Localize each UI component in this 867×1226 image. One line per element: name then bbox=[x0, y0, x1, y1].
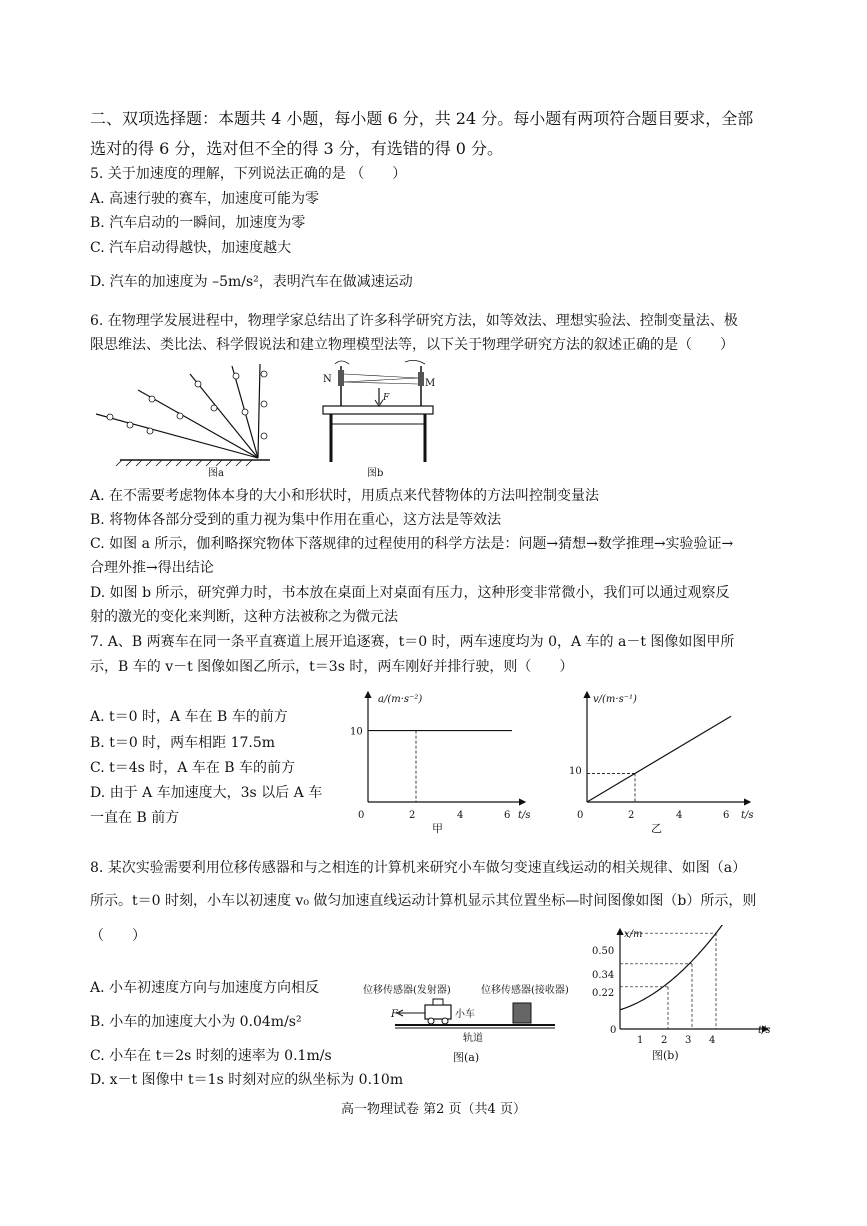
q6-option-d-line2: 射的激光的变化来判断，这种方法被称之为微元法 bbox=[90, 609, 398, 625]
q7-graph-a-xtick-4: 4 bbox=[457, 810, 464, 821]
q7-graph-b-caption: 乙 bbox=[651, 822, 662, 834]
q7-graph-a-ytick-10: 10 bbox=[350, 726, 363, 738]
q8-figure-b-ytick-034: 0.34 bbox=[592, 970, 615, 981]
q5-option-d: D. 汽车的加速度为 –5m/s²，表明汽车在做减速运动 bbox=[90, 274, 413, 290]
q7-graph-a-xtick-6: 6 bbox=[504, 810, 511, 821]
q8-figure-a-emitter-label: 位移传感器(发射器) bbox=[363, 985, 451, 996]
q8-figure-a-receiver bbox=[513, 1003, 531, 1023]
q5-option-a: A. 高速行驶的赛车，加速度可能为零 bbox=[90, 191, 320, 207]
q8-figure-b-xtick-0: 0 bbox=[610, 1025, 617, 1036]
q8-option-a: A. 小车初速度方向与加速度方向相反 bbox=[90, 980, 320, 996]
q8-figure-b-xtick-2: 2 bbox=[661, 1035, 668, 1046]
q8-figure-a-cart bbox=[425, 1005, 451, 1019]
q8-figure-a-cart-label: 小车 bbox=[455, 1009, 475, 1020]
q7-graph-a-caption: 甲 bbox=[432, 822, 443, 834]
q5-option-b: B. 汽车启动的一瞬间，加速度为零 bbox=[90, 215, 306, 231]
q8-figure-a-receiver-label: 位移传感器(接收器) bbox=[481, 985, 569, 996]
q7-graph-b-xtick-4: 4 bbox=[676, 810, 683, 821]
q6-figure-b-label-f: F bbox=[383, 393, 390, 403]
q7-graph-b-ytick-10: 10 bbox=[569, 766, 582, 777]
q8-figure-b-xtick-1: 1 bbox=[637, 1035, 644, 1046]
q8-figure-b-ylabel: x/m bbox=[624, 929, 643, 940]
q7-graph-b-xtick-6: 6 bbox=[723, 810, 730, 821]
q7-graph-b-series-line bbox=[587, 716, 731, 802]
q6-option-d-line1: D. 如图 b 所示，研究弹力时，书本放在桌面上对桌面有压力，这种形变非常微小，我们可以通过观察反 bbox=[90, 585, 730, 601]
q7-stem-line1: 7. A、B 两赛车在同一条平直赛道上展开追逐赛，t＝0 时，两车速度均为 0，A 车的 a－t 图像如图甲所 bbox=[90, 634, 735, 650]
q7-graph-b bbox=[565, 684, 765, 834]
q8-figure-a-track-label: 轨道 bbox=[463, 1033, 483, 1044]
q8-figure-b-xlabel: t/s bbox=[758, 1025, 771, 1036]
section-header-line2: 选对的得 6 分，选对但不全的得 3 分，有选错的得 0 分。 bbox=[90, 139, 504, 158]
q8-figure-b-guides bbox=[620, 933, 716, 1029]
q7-stem-line2: 示，B 车的 v－t 图像如图乙所示，t＝3s 时，两车刚好并排行驶，则（ ） bbox=[90, 659, 574, 675]
q8-figure-a-force-label: F bbox=[391, 1009, 398, 1020]
q7-graph-b-xlabel: t/s bbox=[741, 810, 754, 821]
q6-option-c-line2: 合理外推→得出结论 bbox=[90, 560, 214, 576]
q8-figure-b-xtick-3: 3 bbox=[685, 1035, 692, 1046]
q7-option-d-line1: D. 由于 A 车加速度大，3s 以后 A 车 bbox=[90, 785, 323, 801]
q6-option-b: B. 将物体各部分受到的重力视为集中作用在重心，这方法是等效法 bbox=[90, 512, 502, 528]
q6-figure-b-caption: 图b bbox=[367, 468, 384, 478]
q8-stem-line1: 8. 某次实验需要利用位移传感器和与之相连的计算机来研究小车做匀变速直线运动的相关规律、如图（a） bbox=[90, 860, 747, 876]
q6-stem-line2: 限思维法、类比法、科学假说法和建立物理模型法等，以下关于物理学研究方法的叙述正确的是（ ） bbox=[90, 337, 734, 353]
q7-graph-a-xtick-0: 0 bbox=[358, 810, 365, 821]
page-footer: 高一物理试卷 第2 页（共4 页） bbox=[341, 1102, 526, 1117]
q6-figure-b-label-m: M bbox=[425, 378, 436, 389]
q5-stem: 5. 关于加速度的理解，下列说法正确的是 （ ） bbox=[90, 166, 407, 182]
q8-stem-line3: （ ） bbox=[90, 928, 146, 944]
q6-stem-line1: 6. 在物理学发展进程中，物理学家总结出了许多科学研究方法，如等效法、理想实验法、控制变量法、极 bbox=[90, 313, 738, 329]
q7-graph-b-xtick-2: 2 bbox=[628, 810, 635, 821]
q7-option-b: B. t＝0 时，两车相距 17.5m bbox=[90, 735, 276, 751]
q7-option-a: A. t＝0 时，A 车在 B 车的前方 bbox=[90, 709, 288, 725]
q7-option-d-line2: 一直在 B 前方 bbox=[90, 810, 180, 826]
q7-option-c: C. t＝4s 时，A 车在 B 车的前方 bbox=[90, 760, 296, 776]
q7-graph-a-xlabel: t/s bbox=[518, 810, 531, 821]
q7-graph-b-xtick-0: 0 bbox=[577, 810, 584, 821]
q8-figure-b-caption: 图(b) bbox=[652, 1049, 679, 1062]
q6-figure-a-caption: 图a bbox=[208, 468, 224, 478]
q7-graph-a-xtick-2: 2 bbox=[409, 810, 416, 821]
q7-graph-a-ylabel: a/(m·s⁻²) bbox=[378, 694, 423, 705]
q6-figure-a bbox=[90, 360, 280, 478]
q8-option-c: C. 小车在 t＝2s 时刻的速率为 0.1m/s bbox=[90, 1048, 332, 1064]
q8-figure-b-ytick-022: 0.22 bbox=[592, 988, 615, 999]
q6-option-a: A. 在不需要考虑物体本身的大小和形状时，用质点来代替物体的方法叫控制变量法 bbox=[90, 488, 600, 504]
q6-figure-b-label-n: N bbox=[323, 374, 332, 385]
q6-option-c-line1: C. 如图 a 所示，伽利略探究物体下落规律的过程使用的科学方法是：问题→猜想→数学推理→实验验证→ bbox=[90, 536, 734, 552]
q8-figure-a bbox=[355, 975, 580, 1065]
section-header-line1: 二、双项选择题：本题共 4 小题，每小题 6 分，共 24 分。每小题有两项符合题目要求，全部 bbox=[90, 109, 754, 128]
q8-figure-a-caption: 图(a) bbox=[453, 1051, 480, 1064]
q7-graph-b-ylabel: v/(m·s⁻¹) bbox=[593, 694, 637, 705]
q8-figure-b-ytick-050: 0.50 bbox=[592, 946, 615, 957]
q7-graph-a bbox=[340, 684, 540, 834]
q6-figure-b bbox=[305, 358, 445, 478]
q8-figure-b bbox=[590, 925, 780, 1065]
q8-figure-b-xtick-4: 4 bbox=[709, 1035, 716, 1046]
q8-stem-line2: 所示。t＝0 时刻，小车以初速度 v₀ 做匀加速直线运动计算机显示其位置坐标—时间图像如图（b）所示，则 bbox=[90, 893, 757, 909]
q5-option-c: C. 汽车启动得越快，加速度越大 bbox=[90, 240, 292, 256]
q8-option-d: D. x－t 图像中 t＝1s 时刻对应的纵坐标为 0.10m bbox=[90, 1072, 404, 1088]
q8-option-b: B. 小车的加速度大小为 0.04m/s² bbox=[90, 1014, 302, 1030]
